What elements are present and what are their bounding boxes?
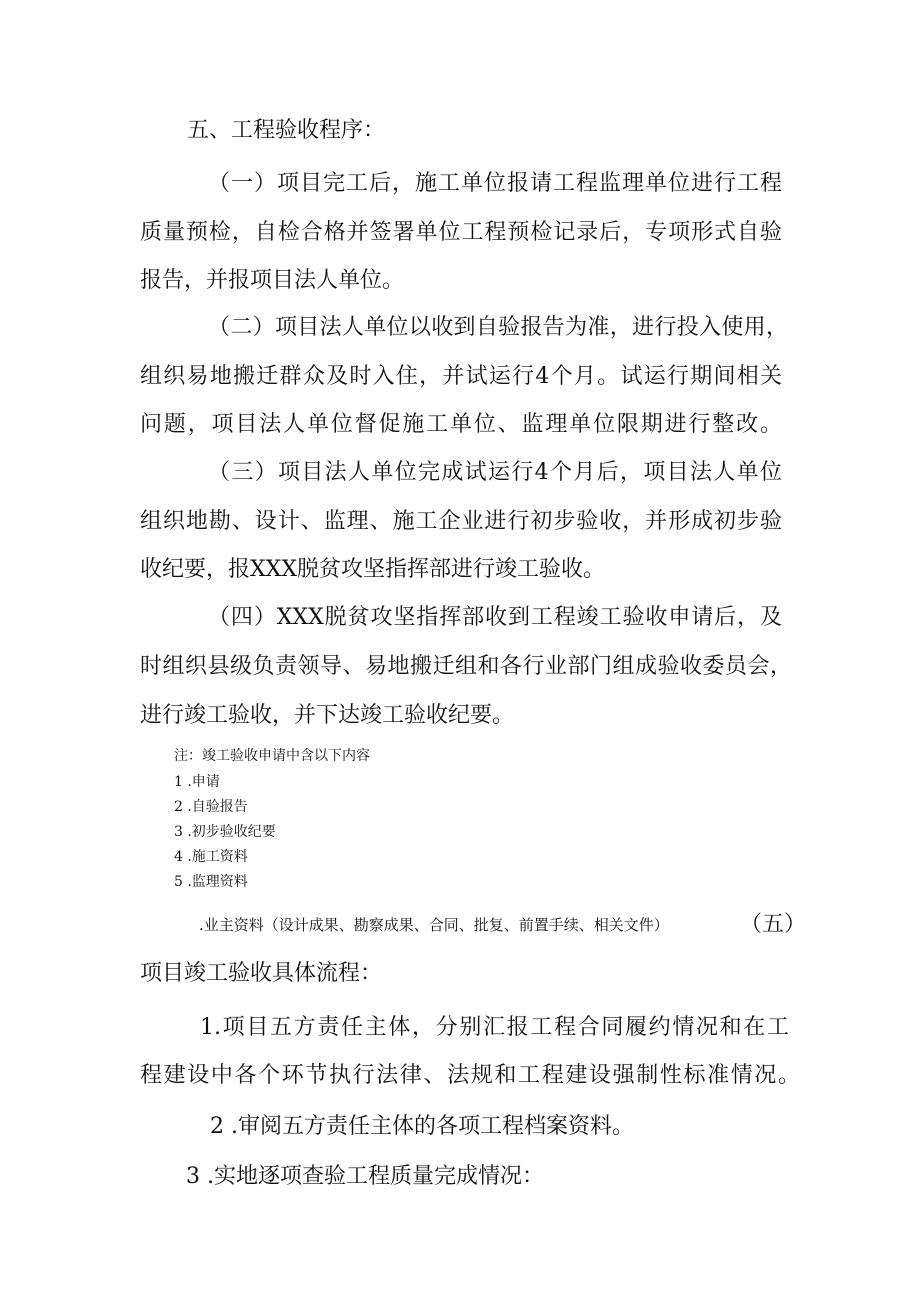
para1-line2: 质量预检，自检合格并签署单位工程预检记录后，专项形式自验 xyxy=(140,220,782,245)
step1-line1: 1.项目五方责任主体，分别汇报工程合同履约情况和在工 xyxy=(200,1015,789,1040)
note-item: 4 .施工资料 xyxy=(174,849,248,865)
para3-line3: 收纪要，报XXX脱贫攻坚指挥部进行竣工验收。 xyxy=(140,557,605,582)
para1-line1: （一）项目完工后，施工单位报请工程监理单位进行工程 xyxy=(208,171,782,196)
para3-line1: （三）项目法人单位完成试运行4个月后，项目法人单位 xyxy=(208,460,782,485)
step3-line: 3 .实地逐项查验工程质量完成情况： xyxy=(186,1164,544,1189)
para1-line3: 报告，并报项目法人单位。 xyxy=(140,268,405,293)
section-heading: 五、工程验收程序： xyxy=(187,118,386,143)
para3-line2: 组织地勘、设计、监理、施工企业进行初步验收，并形成初步验 xyxy=(140,509,782,534)
para5-heading: 项目竣工验收具体流程： xyxy=(140,961,383,986)
note-item: 2 .自验报告 xyxy=(174,799,248,815)
para2-line3: 问题，项目法人单位督促施工单位、监理单位限期进行整改。 xyxy=(140,412,782,437)
para5-label: （五） xyxy=(740,912,807,937)
owner-materials-line: .业主资料（设计成果、勘察成果、合同、批复、前置手续、相关文件） xyxy=(199,916,669,934)
para2-line1: （二）项目法人单位以收到自验报告为准，进行投入使用， xyxy=(208,315,788,340)
step2-line: 2 .审阅五方责任主体的各项工程档案资料。 xyxy=(210,1114,634,1139)
step1-line2: 程建设中各个环节执行法律、法规和工程建设强制性标准情况。 xyxy=(140,1063,800,1088)
note-item: 5 .监理资料 xyxy=(174,874,248,890)
para4-line3: 进行竣工验收，并下达竣工验收纪要。 xyxy=(140,703,515,728)
note-title: 注：竣工验收申请中含以下内容 xyxy=(174,748,370,764)
note-item: 3 .初步验收纪要 xyxy=(174,824,276,840)
para4-line2: 时组织县级负责领导、易地搬迁组和各行业部门组成验收委员会， xyxy=(140,654,792,679)
para4-line1: （四）XXX脱贫攻坚指挥部收到工程竣工验收申请后，及 xyxy=(208,605,782,630)
para2-line2: 组织易地搬迁群众及时入住，并试运行4个月。试运行期间相关 xyxy=(140,364,782,389)
note-item: 1 .申请 xyxy=(174,774,220,790)
